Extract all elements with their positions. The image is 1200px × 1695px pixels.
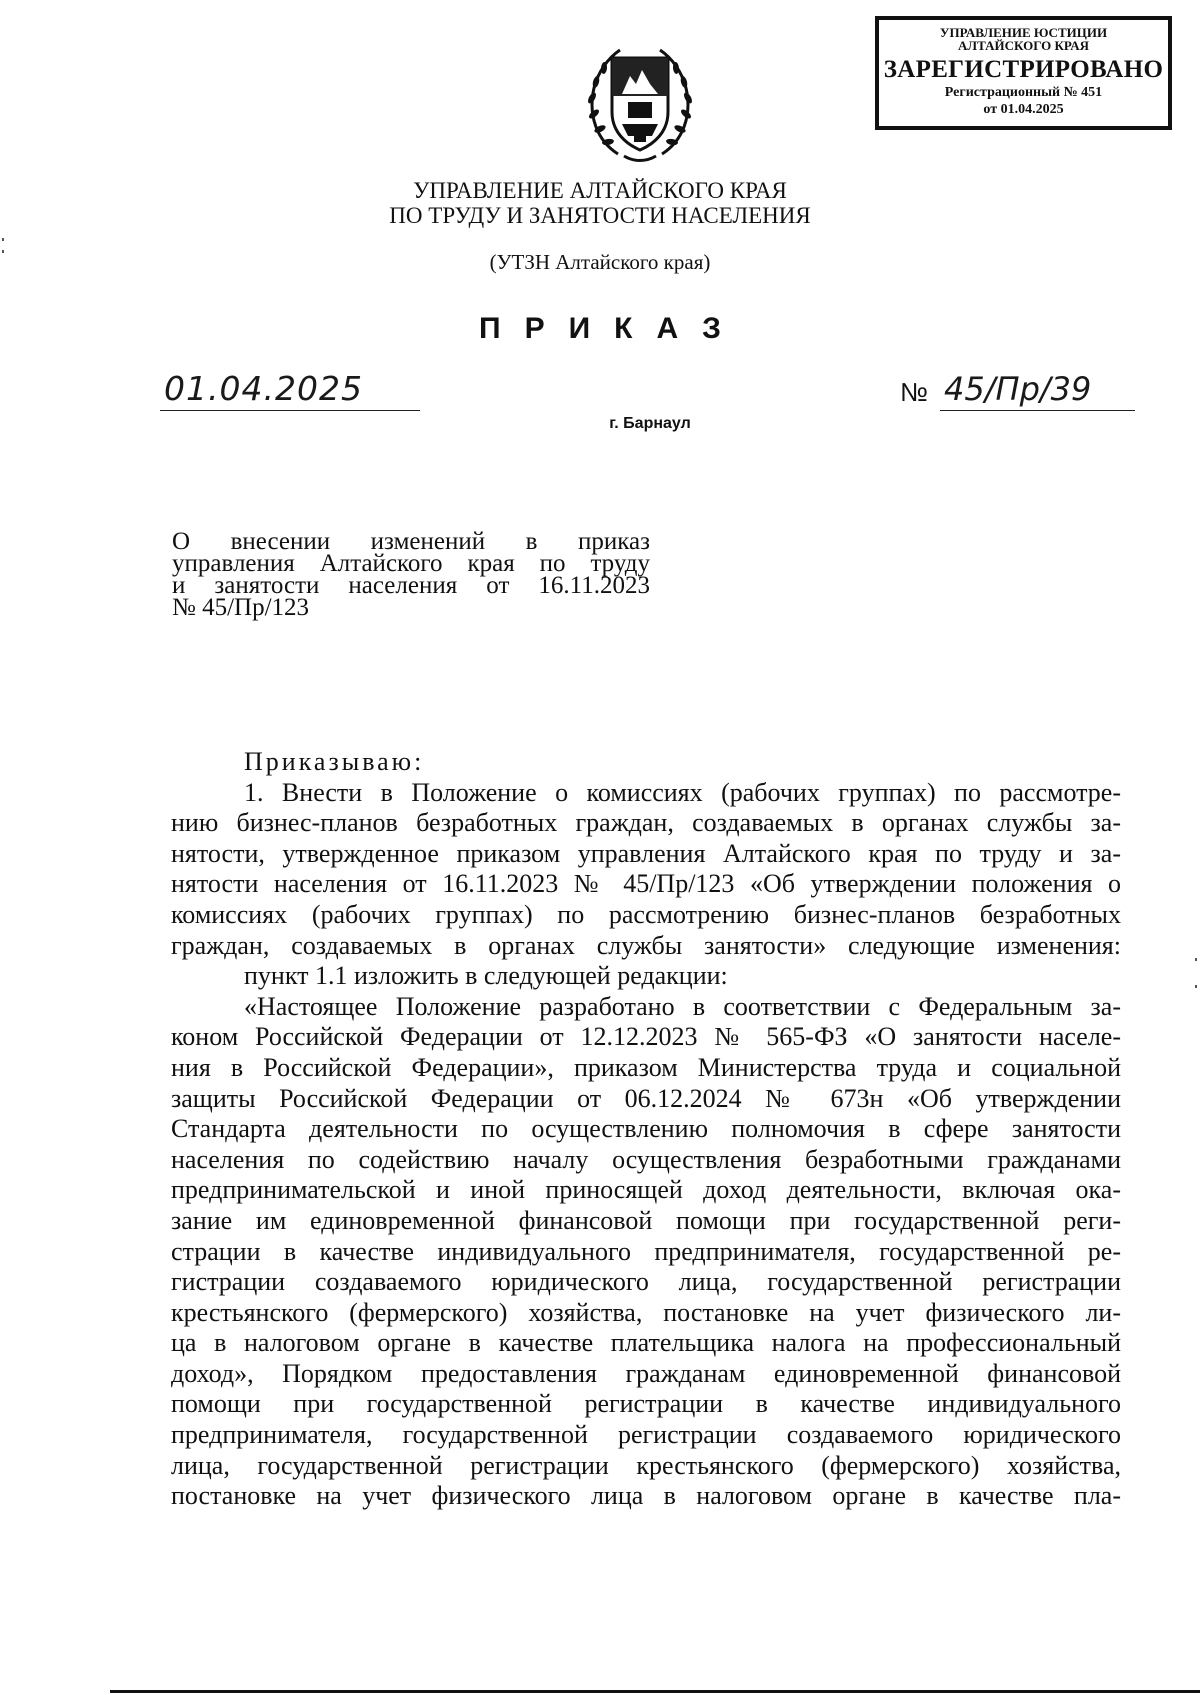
order-date-field xyxy=(160,368,420,411)
subject-line: № 45/Пр/123 xyxy=(172,594,310,621)
body-line: зание им единовременной финансовой помощи при государственной реги- xyxy=(171,1205,1121,1235)
order-subject xyxy=(172,528,650,621)
subject-line: и занятости населения от 16.11.2023 xyxy=(172,572,650,599)
body-line: предпринимательской и иной приносящей доход деятельности, включая ока- xyxy=(171,1175,1121,1205)
stamp-organization xyxy=(879,26,1168,52)
stamp-status: ЗАРЕГИСТРИРОВАНО xyxy=(883,56,1164,83)
organization-short-name: (УТЗН Алтайского края) xyxy=(489,250,711,274)
order-number-field xyxy=(940,368,1135,411)
body-line: коном Российской Федерации от 12.12.2023 № 565-ФЗ «О занятости населе- xyxy=(171,1022,1121,1052)
stamp-org-line2: АЛТАЙСКОГО КРАЯ xyxy=(958,38,1089,53)
body-line: лица, государственной регистрации крестьянского (фермерского) хозяйства, xyxy=(171,1450,1121,1480)
page-bottom-edge xyxy=(110,1690,1200,1693)
scan-speck xyxy=(1195,985,1197,988)
order-number-label: № xyxy=(900,377,928,407)
body-line: пункт 1.1 изложить в следующей редакции: xyxy=(244,961,728,991)
body-line: нятости, утвержденное приказом управления Алтайского края по труду и за- xyxy=(171,838,1121,868)
body-line: постановке на учет физического лица в налоговом органе в качестве пла- xyxy=(171,1481,1121,1511)
body-line: крестьянского (фермерского) хозяйства, постановке на учет физического ли- xyxy=(171,1297,1121,1327)
body-line: ца в налоговом органе в качестве плательщика налога на профессиональный xyxy=(171,1328,1121,1358)
order-directive: Приказываю: xyxy=(244,747,425,776)
city-label: г. Барнаул xyxy=(609,415,691,432)
registration-stamp xyxy=(875,16,1172,130)
scan-speck xyxy=(2,238,4,241)
stamp-reg-date: от 01.04.2025 xyxy=(983,102,1064,117)
organization-header xyxy=(0,178,1200,228)
subject-line: управления Алтайского края по труду xyxy=(172,550,650,577)
body-line: доход», Порядком предоставления гражданам единовременной финансовой xyxy=(171,1358,1121,1388)
organization-line2: ПО ТРУДУ И ЗАНЯТОСТИ НАСЕЛЕНИЯ xyxy=(389,203,811,228)
subject-line: О внесении изменений в приказ xyxy=(172,528,650,555)
scan-speck xyxy=(1195,958,1197,961)
body-line: защиты Российской Федерации от 06.12.2024 № 673н «Об утверждении xyxy=(171,1083,1121,1113)
stamp-reg-number: Регистрационный № 451 xyxy=(944,85,1103,100)
body-line: помощи при государственной регистрации в качестве индивидуального xyxy=(171,1389,1121,1419)
stamp-org-line1: УПРАВЛЕНИЕ ЮСТИЦИИ xyxy=(939,25,1108,40)
handwritten-date: 01.04.2025 xyxy=(164,369,363,408)
body-line: нию бизнес-планов безработных граждан, создаваемых в органах службы за- xyxy=(171,808,1121,838)
organization-line1: УПРАВЛЕНИЕ АЛТАЙСКОГО КРАЯ xyxy=(413,178,787,203)
scan-speck xyxy=(2,250,4,253)
body-line: граждан, создаваемых в органах службы занятости» следующие изменения: xyxy=(171,930,1121,960)
body-line: гистрации создаваемого юридического лица, государственной регистрации xyxy=(171,1267,1121,1297)
body-line: предпринимателя, государственной регистрации создаваемого юридического xyxy=(171,1420,1121,1450)
document-type-title: ПРИКАЗ xyxy=(479,312,745,345)
body-line: комиссиях (рабочих группах) по рассмотрению бизнес-планов безработных xyxy=(171,899,1121,929)
body-line: нятости населения от 16.11.2023 № 45/Пр/123 «Об утверждении положения о xyxy=(171,869,1121,899)
handwritten-number: 45/Пр/39 xyxy=(944,370,1092,408)
body-line: ния в Российской Федерации», приказом Министерства труда и социальной xyxy=(171,1052,1121,1082)
body-line: Стандарта деятельности по осуществлению полномочия в сфере занятости xyxy=(171,1114,1121,1144)
body-line: 1. Внести в Положение о комиссиях (рабочих группах) по рассмотре- xyxy=(244,777,1121,807)
body-line: «Настоящее Положение разработано в соответствии с Федеральным за- xyxy=(244,991,1121,1021)
order-body xyxy=(171,747,1121,1512)
coat-of-arms-icon xyxy=(578,36,702,166)
body-line: страции в качестве индивидуального предпринимателя, государственной ре- xyxy=(171,1236,1121,1266)
body-line: населения по содействию началу осуществления безработными гражданами xyxy=(171,1144,1121,1174)
